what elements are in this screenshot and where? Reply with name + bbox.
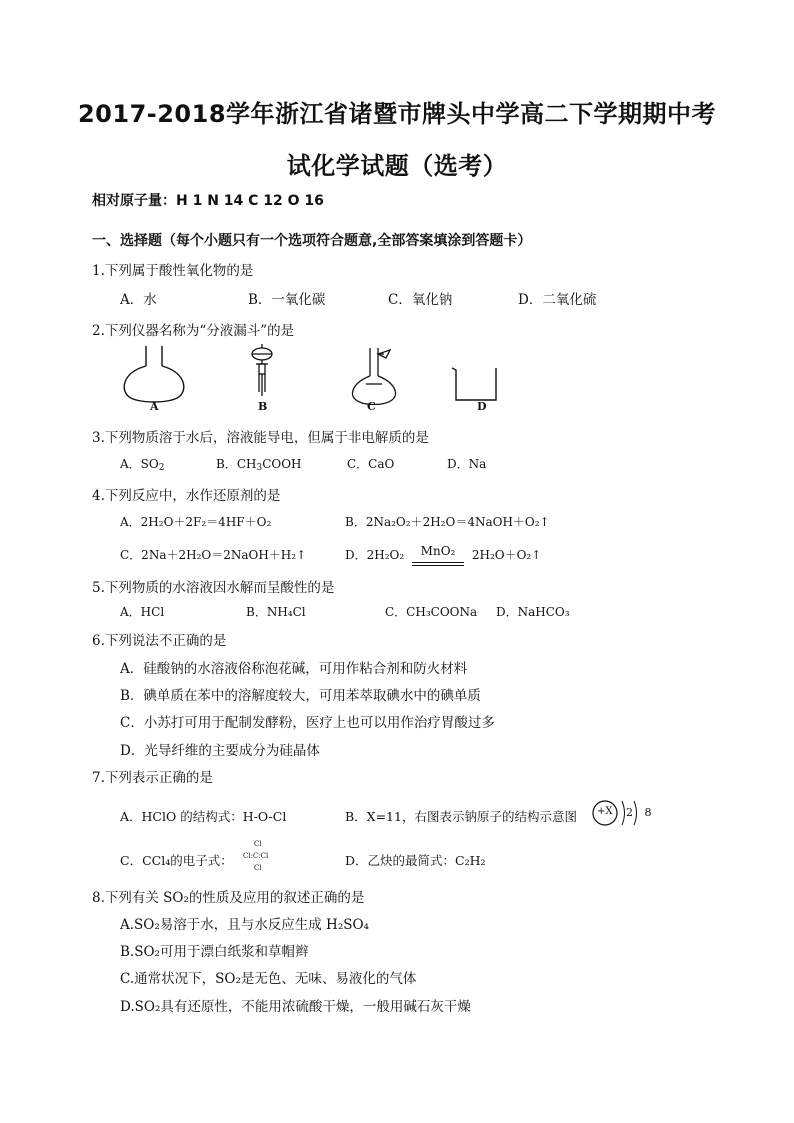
question-5-stem: 5.下列物质的水溶液因水解而呈酸性的是 [92,580,335,596]
atomic-mass-line: 相对原子量：H 1 N 14 C 12 O 16 [92,193,324,209]
catalyst-label: MnO₂ [420,544,456,558]
question-4-option-d: D．2H₂O₂ MnO₂ 2H₂O＋O₂↑ [345,546,541,563]
apparatus-figures [118,340,518,414]
question-2-stem: 2.下列仪器名称为“分液漏斗”的是 [92,323,295,339]
round-bottom-flask-icon [124,346,184,402]
question-4-option-a: A．2H₂O＋2F₂＝4HF＋O₂ [120,515,272,529]
question-8-option-b: B.SO₂可用于漂白纸浆和草帽辫 [120,944,309,960]
question-4-option-b: B．2Na₂O₂＋2H₂O＝4NaOH＋O₂↑ [345,515,550,529]
question-3-option-c: C．CaO [347,457,395,471]
question-5-option-a: A．HCl [120,605,165,619]
question-5-option-d: D．NaHCO₃ [496,605,570,619]
separatory-funnel-icon [252,344,272,396]
figure-label-c: C [367,400,376,413]
page-title-line2: 试化学试题（选考） [286,152,508,180]
question-3-stem: 3.下列物质溶于水后，溶液能导电，但属于非电解质的是 [92,430,429,446]
atom-shell-numbers: 2 8 [626,806,656,819]
question-7-option-b: B．X=11，右图表示钠原子的结构示意图 [345,809,577,824]
question-4-option-c: C．2Na＋2H₂O＝2NaOH＋H₂↑ [120,548,307,562]
question-6-option-a: A．硅酸钠的水溶液俗称泡花碱，可用作粘合剂和防火材料 [120,661,468,677]
section-heading: 一、选择题（每个小题只有一个选项符合题意,全部答案填涂到答题卡） [92,233,532,249]
question-1-option-b: B．一氧化碳 [248,292,326,308]
question-6-stem: 6.下列说法不正确的是 [92,633,227,649]
question-8-stem: 8.下列有关 SO₂的性质及应用的叙述正确的是 [92,890,365,906]
question-3-option-d: D．Na [447,457,487,471]
question-8-option-a: A.SO₂易溶于水，且与水反应生成 H₂SO₄ [120,917,369,933]
question-7-option-a: A．HClO 的结构式：H-O-Cl [120,809,287,824]
question-1-option-a: A．水 [120,292,157,308]
question-8-option-d: D.SO₂具有还原性，不能用浓硫酸干燥，一般用碱石灰干燥 [120,999,471,1015]
page-title-line1: 2017-2018学年浙江省诸暨市牌头中学高二下学期期中考 [77,100,717,128]
question-5-option-b: B．NH₄Cl [246,605,306,619]
question-6-option-d: D．光导纤维的主要成分为硅晶体 [120,743,320,759]
figure-label-a: A [150,400,159,413]
ccl4-formula-mid: Cl:C:Cl [243,852,269,860]
beaker-icon [452,368,496,400]
question-3-option-b: B．$CH_3COOH$ [216,457,302,473]
question-3-option-a: A．$SO_2$ [120,457,165,473]
question-4-stem: 4.下列反应中，水作还原剂的是 [92,488,281,504]
question-8-option-c: C.通常状况下，SO₂是无色、无味、易液化的气体 [120,971,417,987]
ccl4-formula-top: Cl [254,840,262,848]
question-5-option-c: C．CH₃COONa [385,605,478,619]
ccl4-formula-bottom: Cl [254,864,262,872]
figure-label-b: B [258,400,268,413]
question-7-stem: 7.下列表示正确的是 [92,770,213,786]
question-7-option-d: D．乙炔的最简式：C₂H₂ [345,853,486,868]
atom-nucleus-label: +X [597,806,613,817]
volumetric-flask-icon [352,348,395,405]
question-6-option-b: B．碘单质在苯中的溶解度较大，可用苯萃取碘水中的碘单质 [120,688,481,704]
question-1-stem: 1.下列属于酸性氧化物的是 [92,263,254,279]
double-line-icon [412,562,464,566]
question-1-option-c: C．氧化钠 [388,292,453,308]
question-1-option-d: D．二氧化硫 [518,292,597,308]
question-7-option-c: C．CCl₄的电子式： [120,853,233,868]
figure-label-d: D [477,400,487,413]
question-6-option-c: C．小苏打可用于配制发酵粉，医疗上也可以用作治疗胃酸过多 [120,715,495,731]
